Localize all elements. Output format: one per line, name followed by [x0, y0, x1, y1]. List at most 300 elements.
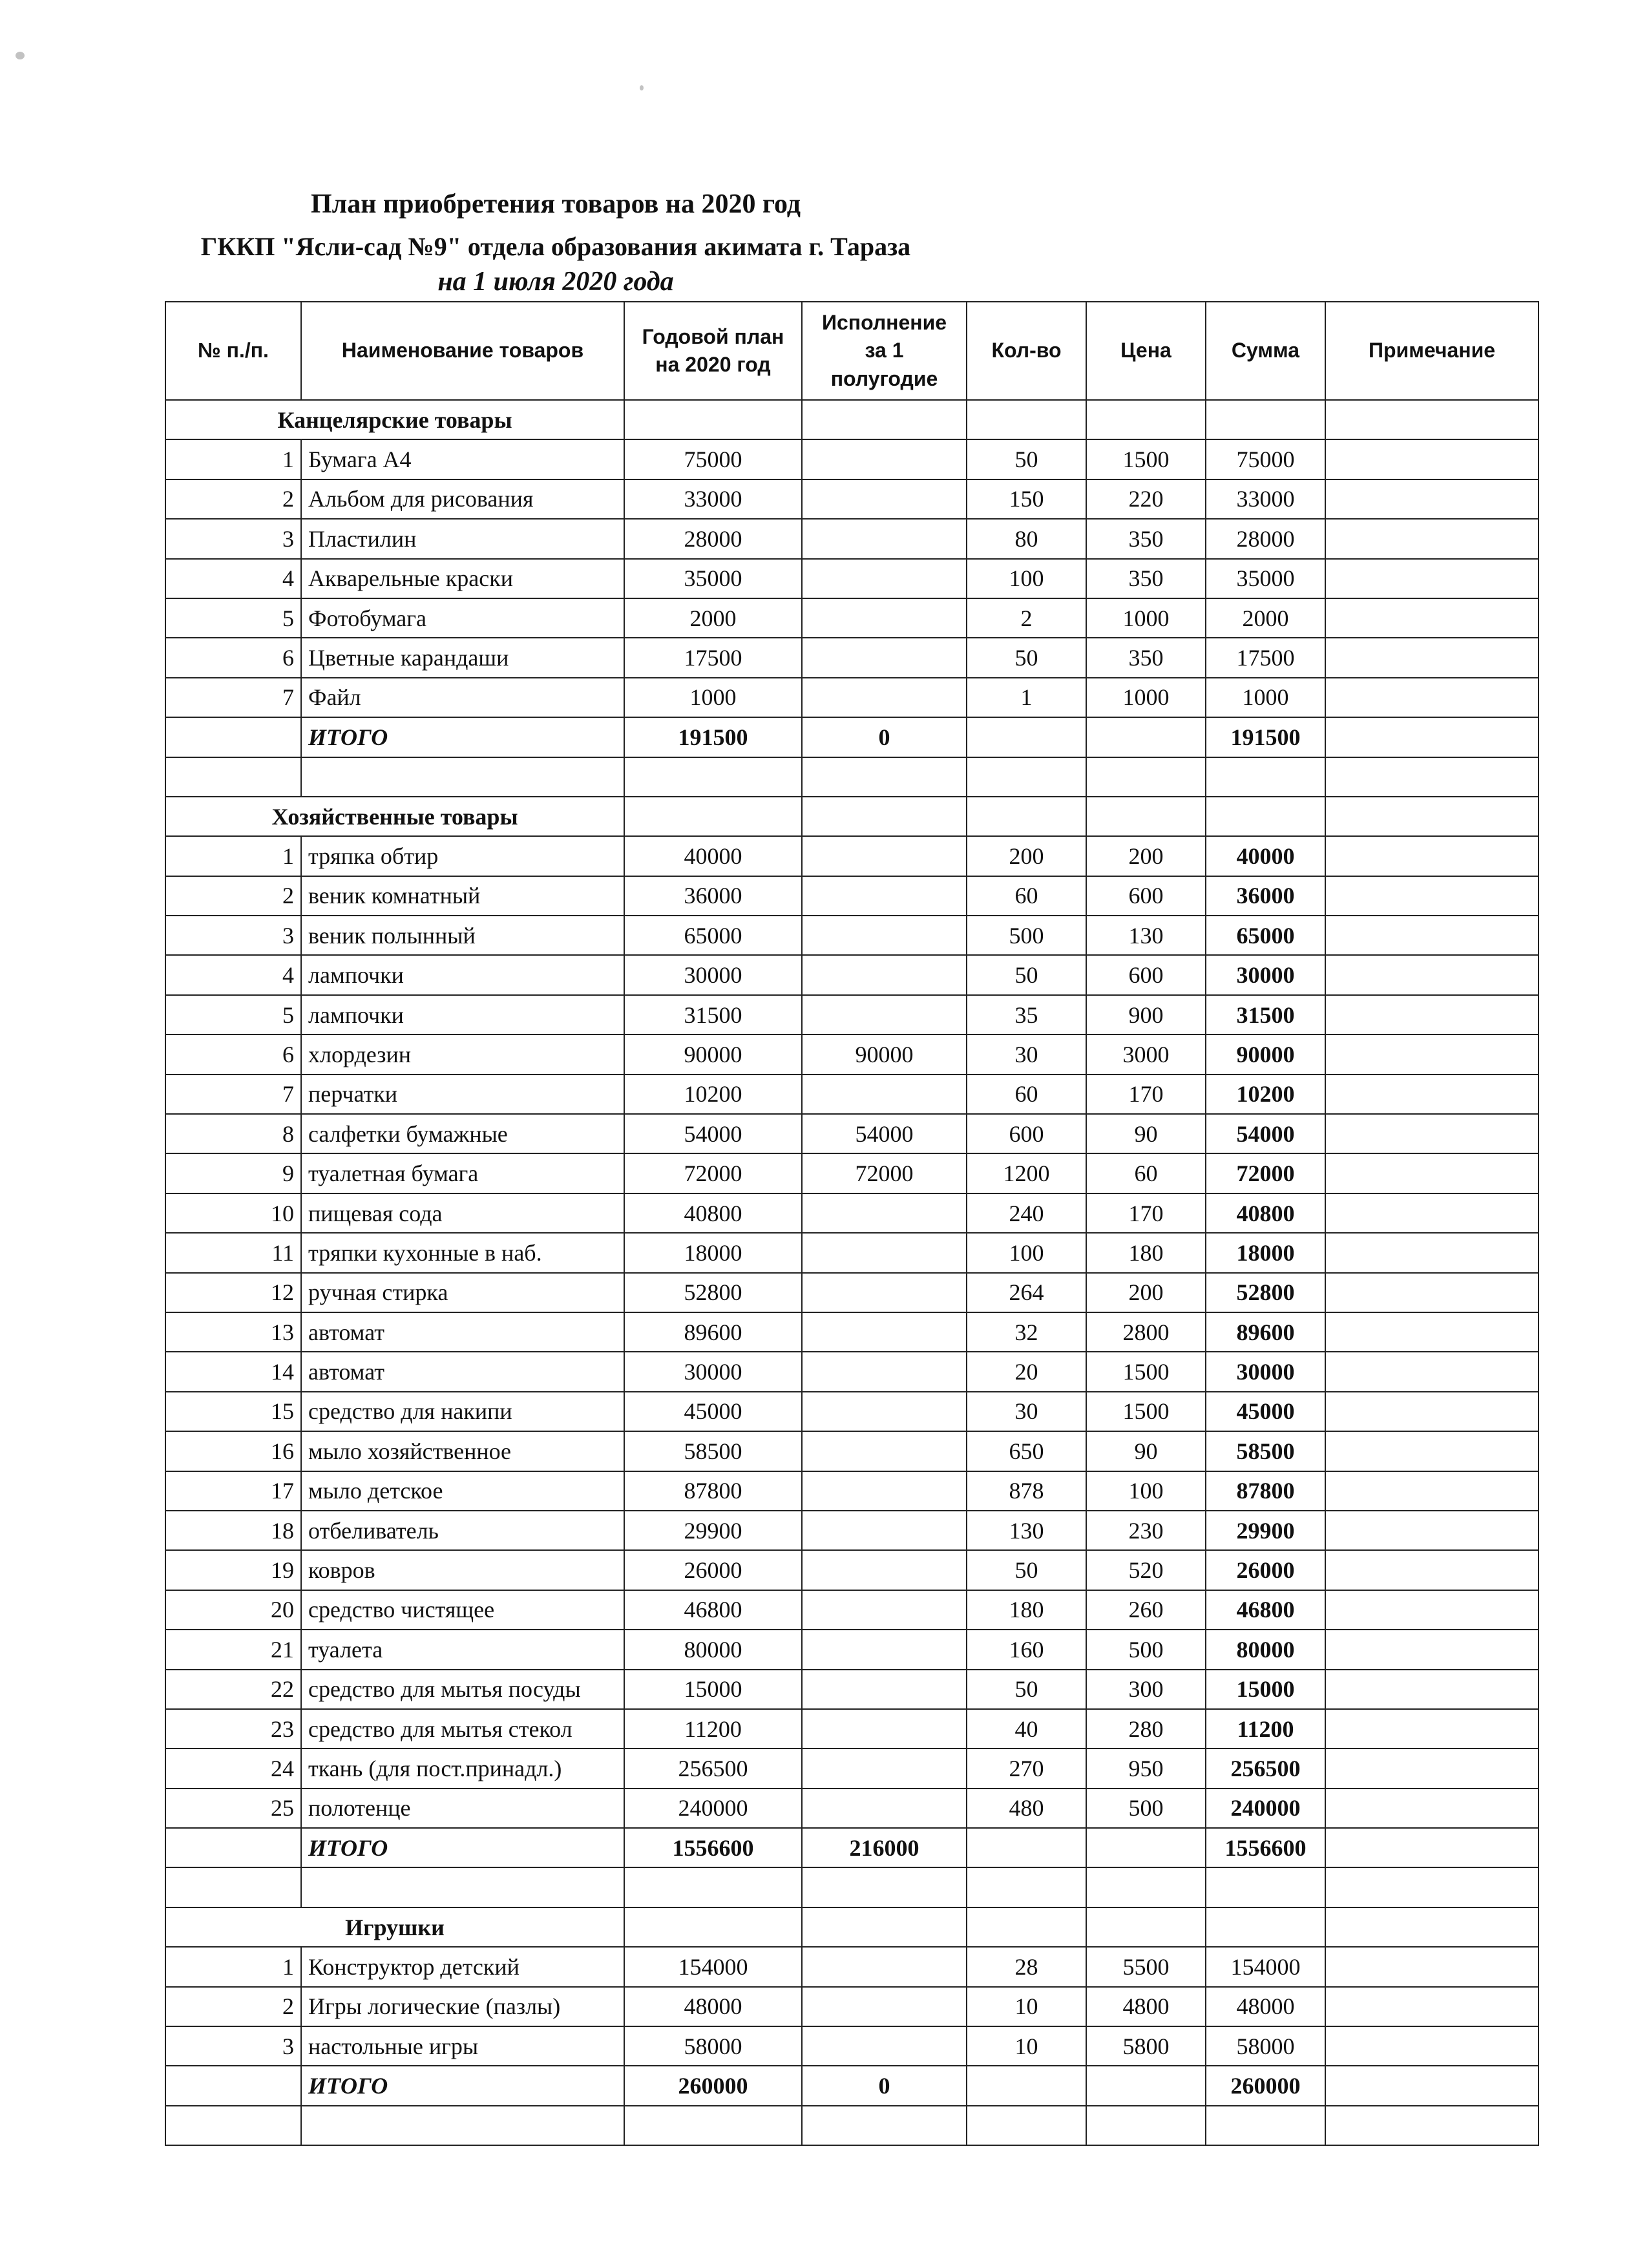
note: [1325, 638, 1539, 677]
amount: 80000: [1206, 1630, 1325, 1669]
half-year-execution: [802, 1709, 967, 1748]
price: 350: [1086, 638, 1206, 677]
item-name: лампочки: [301, 995, 624, 1034]
table-cell: [967, 1867, 1086, 1907]
row-number: 24: [165, 1748, 301, 1788]
note: [1325, 1987, 1539, 2026]
amount: 1000: [1206, 678, 1325, 717]
section-header-row: [165, 400, 1539, 439]
section-header-row: [165, 1907, 1539, 1947]
total-plan: 260000: [624, 2066, 802, 2105]
table-row: [165, 519, 1539, 558]
table-cell: [967, 1907, 1086, 1947]
amount: 48000: [1206, 1987, 1325, 2026]
half-year-execution: [802, 1748, 967, 1788]
price: 3000: [1086, 1034, 1206, 1074]
table-row: [165, 1748, 1539, 1788]
item-name: салфетки бумажные: [301, 1114, 624, 1153]
quantity: 30: [967, 1034, 1086, 1074]
table-cell: [1325, 1828, 1539, 1867]
table-row: [165, 1431, 1539, 1471]
amount: 58500: [1206, 1431, 1325, 1471]
price: 260: [1086, 1590, 1206, 1630]
item-name: лампочки: [301, 955, 624, 994]
table-cell: [624, 797, 802, 836]
table-row: [165, 1471, 1539, 1511]
quantity: 878: [967, 1471, 1086, 1511]
table-cell: [802, 797, 967, 836]
row-number: 16: [165, 1431, 301, 1471]
note: [1325, 916, 1539, 955]
amount: 28000: [1206, 519, 1325, 558]
total-plan: 1556600: [624, 1828, 802, 1867]
annual-plan: 256500: [624, 1748, 802, 1788]
quantity: 600: [967, 1114, 1086, 1153]
table-cell: [967, 797, 1086, 836]
price: 4800: [1086, 1987, 1206, 2026]
half-year-execution: [802, 955, 967, 994]
amount: 154000: [1206, 1947, 1325, 1986]
table-row: [165, 1709, 1539, 1748]
amount: 35000: [1206, 559, 1325, 598]
table-row: [165, 1273, 1539, 1312]
note: [1325, 955, 1539, 994]
table-row: [165, 1947, 1539, 1986]
amount: 30000: [1206, 955, 1325, 994]
price: 350: [1086, 519, 1206, 558]
table-cell: [967, 1828, 1086, 1867]
item-name: хлордезин: [301, 1034, 624, 1074]
table-cell: [1086, 2066, 1206, 2105]
price: 180: [1086, 1233, 1206, 1272]
amount: 40000: [1206, 836, 1325, 876]
table-cell: [967, 400, 1086, 439]
table-row: [165, 836, 1539, 876]
table-cell: [624, 1867, 802, 1907]
amount: 54000: [1206, 1114, 1325, 1153]
note: [1325, 1789, 1539, 1828]
total-amount: 260000: [1206, 2066, 1325, 2105]
price: 1500: [1086, 1392, 1206, 1431]
total-amount: 191500: [1206, 717, 1325, 757]
row-number: 6: [165, 1034, 301, 1074]
quantity: 10: [967, 1987, 1086, 2026]
table-cell: [165, 1867, 301, 1907]
table-row: [165, 916, 1539, 955]
table-row: [165, 678, 1539, 717]
table-cell: [624, 1907, 802, 1947]
item-name: автомат: [301, 1352, 624, 1391]
table-row: [165, 995, 1539, 1034]
table-cell: [1206, 797, 1325, 836]
item-name: Альбом для рисования: [301, 479, 624, 519]
table-row: [165, 479, 1539, 519]
row-number: 13: [165, 1312, 301, 1352]
table-cell: [1086, 797, 1206, 836]
annual-plan: 75000: [624, 439, 802, 479]
item-name: пищевая сода: [301, 1193, 624, 1233]
note: [1325, 1511, 1539, 1550]
annual-plan: 33000: [624, 479, 802, 519]
quantity: 80: [967, 519, 1086, 558]
blank-row: [165, 1867, 1539, 1907]
table-row: [165, 1630, 1539, 1669]
table-cell: [1325, 1907, 1539, 1947]
total-execution: 0: [802, 717, 967, 757]
total-label: ИТОГО: [301, 717, 624, 757]
price: 5500: [1086, 1947, 1206, 1986]
item-name: Фотобумага: [301, 598, 624, 638]
blank-row: [165, 2106, 1539, 2145]
row-number: 6: [165, 638, 301, 677]
annual-plan: 35000: [624, 559, 802, 598]
half-year-execution: [802, 1550, 967, 1590]
quantity: 28: [967, 1947, 1086, 1986]
table-row: [165, 1987, 1539, 2026]
table-row: [165, 1550, 1539, 1590]
table-cell: [1086, 717, 1206, 757]
item-name: тряпки кухонные в наб.: [301, 1233, 624, 1272]
table-row: [165, 1193, 1539, 1233]
row-number: 1: [165, 836, 301, 876]
scan-speck: [640, 85, 644, 90]
table-cell: [1325, 1867, 1539, 1907]
row-number: 2: [165, 876, 301, 916]
note: [1325, 1233, 1539, 1272]
table-row: [165, 2026, 1539, 2066]
item-name: ткань (для пост.принадл.): [301, 1748, 624, 1788]
half-year-execution: 90000: [802, 1034, 967, 1074]
price: 170: [1086, 1193, 1206, 1233]
annual-plan: 154000: [624, 1947, 802, 1986]
item-name: Файл: [301, 678, 624, 717]
quantity: 160: [967, 1630, 1086, 1669]
annual-plan: 72000: [624, 1153, 802, 1193]
item-name: Акварельные краски: [301, 559, 624, 598]
price: 900: [1086, 995, 1206, 1034]
item-name: туалета: [301, 1630, 624, 1669]
amount: 18000: [1206, 1233, 1325, 1272]
annual-plan: 89600: [624, 1312, 802, 1352]
annual-plan: 80000: [624, 1630, 802, 1669]
table-cell: [802, 1867, 967, 1907]
annual-plan: 36000: [624, 876, 802, 916]
quantity: 650: [967, 1431, 1086, 1471]
item-name: средство для накипи: [301, 1392, 624, 1431]
amount: 240000: [1206, 1789, 1325, 1828]
annual-plan: 58000: [624, 2026, 802, 2066]
price: 220: [1086, 479, 1206, 519]
table-cell: [1325, 400, 1539, 439]
half-year-execution: [802, 1630, 967, 1669]
price: 230: [1086, 1511, 1206, 1550]
table-row: [165, 1312, 1539, 1352]
item-name: ковров: [301, 1550, 624, 1590]
table-row: [165, 876, 1539, 916]
quantity: 40: [967, 1709, 1086, 1748]
quantity: 50: [967, 439, 1086, 479]
half-year-execution: [802, 439, 967, 479]
quantity: 100: [967, 1233, 1086, 1272]
price: 1500: [1086, 1352, 1206, 1391]
quantity: 180: [967, 1590, 1086, 1630]
quantity: 60: [967, 876, 1086, 916]
annual-plan: 31500: [624, 995, 802, 1034]
amount: 52800: [1206, 1273, 1325, 1312]
quantity: 32: [967, 1312, 1086, 1352]
row-number: 2: [165, 479, 301, 519]
quantity: 480: [967, 1789, 1086, 1828]
row-number: 19: [165, 1550, 301, 1590]
amount: 26000: [1206, 1550, 1325, 1590]
annual-plan: 48000: [624, 1987, 802, 2026]
table-cell: [1086, 1867, 1206, 1907]
amount: 46800: [1206, 1590, 1325, 1630]
quantity: 270: [967, 1748, 1086, 1788]
section-title: Хозяйственные товары: [165, 797, 624, 836]
item-name: перчатки: [301, 1075, 624, 1114]
item-name: Бумага А4: [301, 439, 624, 479]
annual-plan: 240000: [624, 1789, 802, 1828]
row-number: 18: [165, 1511, 301, 1550]
total-amount: 1556600: [1206, 1828, 1325, 1867]
price: 950: [1086, 1748, 1206, 1788]
half-year-execution: [802, 1947, 967, 1986]
total-label: ИТОГО: [301, 1828, 624, 1867]
note: [1325, 2026, 1539, 2066]
row-number: 8: [165, 1114, 301, 1153]
table-cell: [165, 2106, 301, 2145]
row-number: 1: [165, 439, 301, 479]
row-number: 14: [165, 1352, 301, 1391]
price: 500: [1086, 1630, 1206, 1669]
table-row: [165, 1352, 1539, 1391]
amount: 87800: [1206, 1471, 1325, 1511]
note: [1325, 836, 1539, 876]
note: [1325, 1312, 1539, 1352]
table-row: [165, 1114, 1539, 1153]
quantity: 264: [967, 1273, 1086, 1312]
price: 300: [1086, 1670, 1206, 1709]
table-row: [165, 955, 1539, 994]
half-year-execution: [802, 836, 967, 876]
item-name: Игры логические (пазлы): [301, 1987, 624, 2026]
annual-plan: 30000: [624, 955, 802, 994]
table-row: [165, 1075, 1539, 1114]
amount: 40800: [1206, 1193, 1325, 1233]
table-cell: [1325, 2106, 1539, 2145]
amount: 2000: [1206, 598, 1325, 638]
price: 280: [1086, 1709, 1206, 1748]
half-year-execution: 72000: [802, 1153, 967, 1193]
annual-plan: 15000: [624, 1670, 802, 1709]
blank-row: [165, 757, 1539, 797]
quantity: 500: [967, 916, 1086, 955]
half-year-execution: [802, 1352, 967, 1391]
quantity: 50: [967, 1670, 1086, 1709]
column-header: Цена: [1086, 302, 1206, 400]
annual-plan: 28000: [624, 519, 802, 558]
table-cell: [165, 717, 301, 757]
quantity: 1: [967, 678, 1086, 717]
table-cell: [802, 400, 967, 439]
report-date: на 1 июля 2020 года: [437, 267, 674, 297]
price: 520: [1086, 1550, 1206, 1590]
column-header: Исполнение за 1 полугодие: [802, 302, 967, 400]
table-row: [165, 1789, 1539, 1828]
note: [1325, 1193, 1539, 1233]
item-name: тряпка обтир: [301, 836, 624, 876]
table-cell: [624, 757, 802, 797]
half-year-execution: [802, 1670, 967, 1709]
table-row: [165, 598, 1539, 638]
quantity: 240: [967, 1193, 1086, 1233]
annual-plan: 40000: [624, 836, 802, 876]
total-row: [165, 717, 1539, 757]
row-number: 25: [165, 1789, 301, 1828]
amount: 31500: [1206, 995, 1325, 1034]
row-number: 1: [165, 1947, 301, 1986]
quantity: 50: [967, 955, 1086, 994]
item-name: средство для мытья посуды: [301, 1670, 624, 1709]
table-cell: [624, 2106, 802, 2145]
row-number: 9: [165, 1153, 301, 1193]
note: [1325, 1709, 1539, 1748]
amount: 75000: [1206, 439, 1325, 479]
annual-plan: 58500: [624, 1431, 802, 1471]
price: 200: [1086, 836, 1206, 876]
half-year-execution: [802, 1392, 967, 1431]
price: 500: [1086, 1789, 1206, 1828]
note: [1325, 1153, 1539, 1193]
note: [1325, 1075, 1539, 1114]
note: [1325, 1114, 1539, 1153]
item-name: средство чистящее: [301, 1590, 624, 1630]
table-row: [165, 1153, 1539, 1193]
amount: 45000: [1206, 1392, 1325, 1431]
price: 1000: [1086, 598, 1206, 638]
amount: 15000: [1206, 1670, 1325, 1709]
note: [1325, 598, 1539, 638]
half-year-execution: [802, 1511, 967, 1550]
note: [1325, 1947, 1539, 1986]
row-number: 5: [165, 598, 301, 638]
row-number: 2: [165, 1987, 301, 2026]
section-title: Канцелярские товары: [165, 400, 624, 439]
half-year-execution: [802, 995, 967, 1034]
price: 1500: [1086, 439, 1206, 479]
note: [1325, 1630, 1539, 1669]
half-year-execution: [802, 678, 967, 717]
table-cell: [1206, 757, 1325, 797]
half-year-execution: [802, 479, 967, 519]
amount: 65000: [1206, 916, 1325, 955]
note: [1325, 1034, 1539, 1074]
note: [1325, 439, 1539, 479]
row-number: 12: [165, 1273, 301, 1312]
table-cell: [165, 757, 301, 797]
total-row: [165, 2066, 1539, 2105]
quantity: 20: [967, 1352, 1086, 1391]
row-number: 3: [165, 519, 301, 558]
row-number: 17: [165, 1471, 301, 1511]
half-year-execution: [802, 638, 967, 677]
table-row: [165, 1034, 1539, 1074]
item-name: веник полынный: [301, 916, 624, 955]
row-number: 3: [165, 916, 301, 955]
amount: 29900: [1206, 1511, 1325, 1550]
quantity: 60: [967, 1075, 1086, 1114]
scan-speck: [16, 52, 25, 59]
table-row: [165, 559, 1539, 598]
item-name: веник комнатный: [301, 876, 624, 916]
note: [1325, 1590, 1539, 1630]
row-number: 15: [165, 1392, 301, 1431]
amount: 256500: [1206, 1748, 1325, 1788]
note: [1325, 1392, 1539, 1431]
annual-plan: 46800: [624, 1590, 802, 1630]
annual-plan: 30000: [624, 1352, 802, 1391]
annual-plan: 65000: [624, 916, 802, 955]
half-year-execution: [802, 1987, 967, 2026]
table-cell: [1325, 757, 1539, 797]
amount: 58000: [1206, 2026, 1325, 2066]
item-name: туалетная бумага: [301, 1153, 624, 1193]
half-year-execution: [802, 2026, 967, 2066]
item-name: полотенце: [301, 1789, 624, 1828]
column-header: Примечание: [1325, 302, 1539, 400]
row-number: 10: [165, 1193, 301, 1233]
half-year-execution: [802, 916, 967, 955]
table-row: [165, 638, 1539, 677]
price: 1000: [1086, 678, 1206, 717]
price: 90: [1086, 1431, 1206, 1471]
table-row: [165, 439, 1539, 479]
amount: 17500: [1206, 638, 1325, 677]
price: 5800: [1086, 2026, 1206, 2066]
price: 2800: [1086, 1312, 1206, 1352]
table-cell: [1206, 1907, 1325, 1947]
annual-plan: 54000: [624, 1114, 802, 1153]
item-name: настольные игры: [301, 2026, 624, 2066]
item-name: Пластилин: [301, 519, 624, 558]
table-row: [165, 1590, 1539, 1630]
annual-plan: 1000: [624, 678, 802, 717]
quantity: 2: [967, 598, 1086, 638]
quantity: 30: [967, 1392, 1086, 1431]
table-cell: [1325, 797, 1539, 836]
half-year-execution: [802, 1590, 967, 1630]
amount: 90000: [1206, 1034, 1325, 1074]
note: [1325, 1471, 1539, 1511]
row-number: 23: [165, 1709, 301, 1748]
half-year-execution: [802, 1273, 967, 1312]
amount: 36000: [1206, 876, 1325, 916]
total-label: ИТОГО: [301, 2066, 624, 2105]
table-row: [165, 1233, 1539, 1272]
note: [1325, 519, 1539, 558]
note: [1325, 995, 1539, 1034]
amount: 33000: [1206, 479, 1325, 519]
table-cell: [301, 757, 624, 797]
quantity: 100: [967, 559, 1086, 598]
note: [1325, 1273, 1539, 1312]
price: 200: [1086, 1273, 1206, 1312]
table-cell: [967, 2106, 1086, 2145]
note: [1325, 1431, 1539, 1471]
half-year-execution: [802, 1431, 967, 1471]
table-cell: [1086, 1907, 1206, 1947]
